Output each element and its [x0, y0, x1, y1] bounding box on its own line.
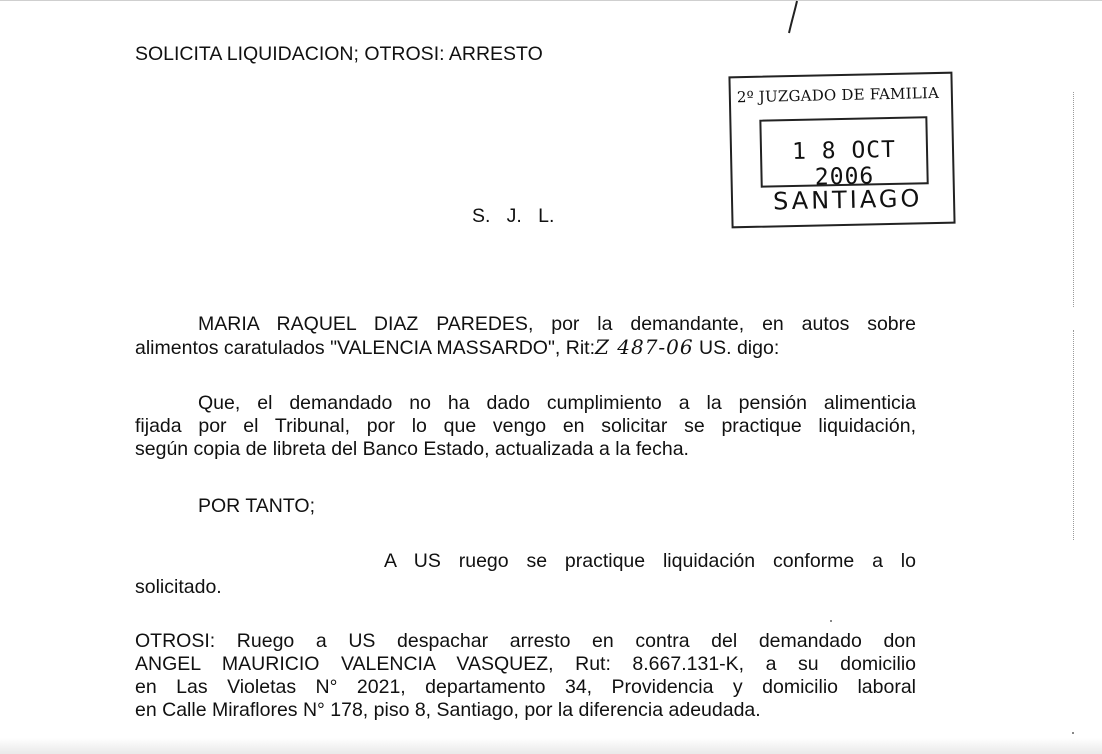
body-line-2: fijada por el Tribunal, por lo que vengo en solicitar se practique liquidación,: [135, 415, 916, 437]
scan-speck: [830, 620, 832, 622]
otrosi-line-4: en Calle Miraflores N° 178, piso 8, Santiago, por la diferencia adeudada.: [135, 699, 761, 721]
intro-line-2-suffix: US. digo:: [693, 337, 780, 359]
body-line-1: Que, el demandado no ha dado cumplimiento a la pensión alimenticia: [198, 392, 916, 414]
stamp-date-box: [759, 116, 928, 191]
pen-mark: [780, 0, 810, 36]
scan-speck: [1072, 732, 1074, 734]
intro-line-2: [135, 336, 916, 360]
intro-line-1: MARIA RAQUEL DIAZ PAREDES, por la demandante, en autos sobre: [198, 313, 916, 335]
por-tanto: POR TANTO;: [198, 495, 316, 517]
otrosi-paragraph: [135, 630, 916, 722]
body-paragraph: [135, 392, 916, 461]
stamp-city: SANTIAGO: [772, 184, 923, 216]
stamp-date: 1 8 OCT 2006: [791, 136, 897, 191]
scan-margin-dots: [1073, 330, 1076, 540]
otrosi-line-3: en Las Violetas N° 2021, departamento 34, Providencia y domicilio laboral: [135, 676, 916, 698]
handwritten-rit-number: Z 487-06: [594, 335, 694, 359]
court-stamp: [728, 72, 955, 229]
request-line-2: solicitado.: [135, 576, 222, 598]
intro-line-2-prefix: alimentos caratulados "VALENCIA MASSARDO", Rit:: [135, 337, 595, 359]
stamp-court-name: 2º JUZGADO DE FAMILIA: [736, 83, 940, 107]
page-bottom-edge: [0, 738, 1102, 754]
request-paragraph: [135, 550, 916, 599]
intro-paragraph: [135, 313, 916, 360]
otrosi-line-2: ANGEL MAURICIO VALENCIA VASQUEZ, Rut: 8.667.131-K, a su domicilio: [135, 653, 916, 675]
request-line-1: A US ruego se practique liquidación conforme a lo: [384, 550, 916, 572]
body-line-3: según copia de libreta del Banco Estado, actualizada a la fecha.: [135, 438, 689, 460]
page-top-edge: [0, 0, 1102, 1]
scan-margin-dots: [1073, 92, 1076, 307]
salutation: S. J. L.: [472, 205, 555, 227]
otrosi-line-1: OTROSI: Ruego a US despachar arresto en contra del demandado don: [135, 630, 916, 652]
document-heading: SOLICITA LIQUIDACION; OTROSI: ARRESTO: [135, 43, 543, 65]
